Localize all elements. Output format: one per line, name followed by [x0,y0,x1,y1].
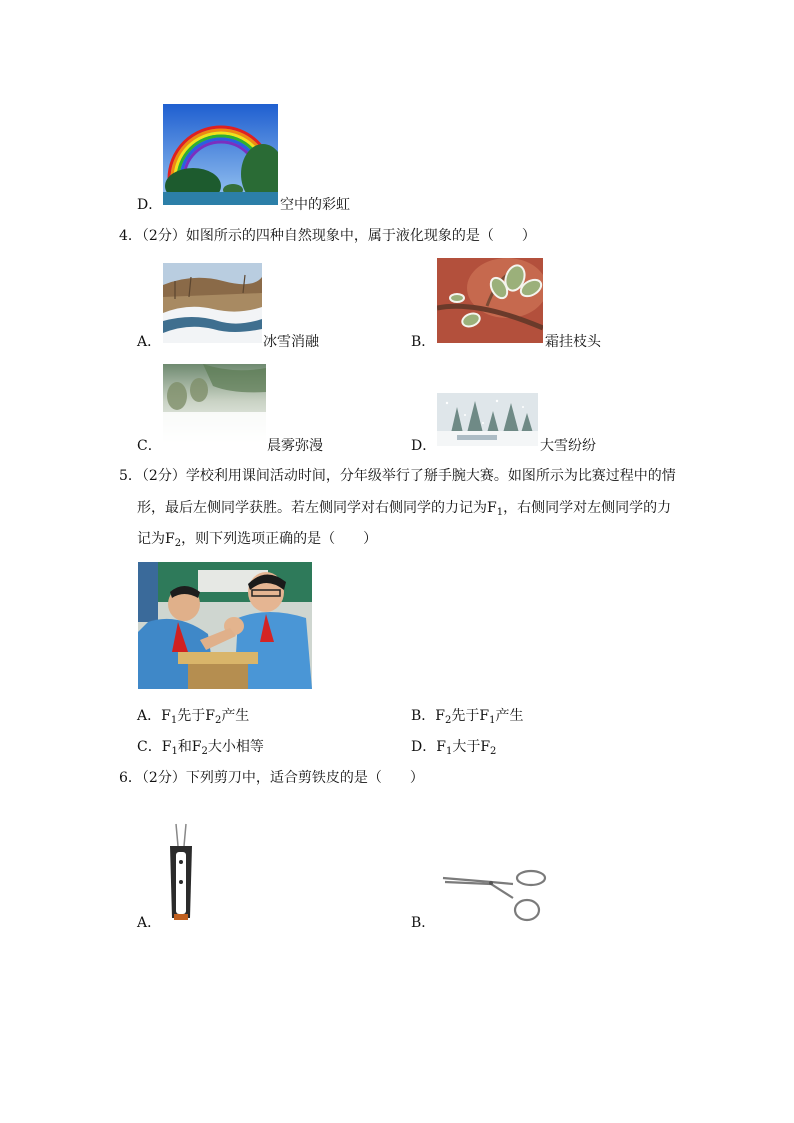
morning-fog-image [163,364,266,446]
q6-option-b-letter: B． [411,915,436,931]
q5-option-d: D．$F_1$大于$F_2$ [411,739,497,757]
q4-option-c-letter: C． [137,438,162,454]
arm-wrestling-image [138,562,312,689]
surgical-scissors-image [441,868,548,923]
q6-stem: 6．（2分）下列剪刀中，适合剪铁皮的是（ ） [119,770,424,786]
q5-stem-line2: 形，最后左侧同学获胜。若左侧同学对右侧同学的力记为$F_1$，右侧同学对左侧同学的力 [137,500,672,518]
thread-snips-image [164,822,198,922]
q4-option-b-letter: B． [411,334,436,350]
rainbow-image [163,104,278,205]
q6-option-a-letter: A． [137,915,162,931]
q4-option-c-caption: 晨雾弥漫 [267,438,323,454]
prev-option-d-caption: 空中的彩虹 [280,197,350,213]
q5-stem-line1: 5．（2分）学校利用课间活动时间，分年级举行了掰手腕大赛。如图所示为比赛过程中的情 [119,468,676,484]
frost-branch-image [437,258,543,343]
heavy-snow-image [437,393,538,446]
q4-stem: 4．（2分）如图所示的四种自然现象中，属于液化现象的是（ ） [119,228,536,244]
prev-option-d-letter: D． [137,197,163,213]
q4-option-a-caption: 冰雪消融 [263,334,319,350]
q4-option-b-caption: 霜挂枝头 [545,334,601,350]
q5-option-b: B．$F_2$先于$F_1$产生 [411,708,524,726]
q4-option-d-letter: D． [411,438,437,454]
q5-option-a: A．$F_1$先于$F_2$产生 [137,708,250,726]
melting-snow-image [163,263,262,343]
q4-option-a-letter: A． [137,334,162,350]
q5-stem-line3: 记为$F_2$，则下列选项正确的是（ ） [137,531,378,549]
q5-option-c: C．$F_1$和$F_2$大小相等 [137,739,264,757]
q4-option-d-caption: 大雪纷纷 [540,438,596,454]
